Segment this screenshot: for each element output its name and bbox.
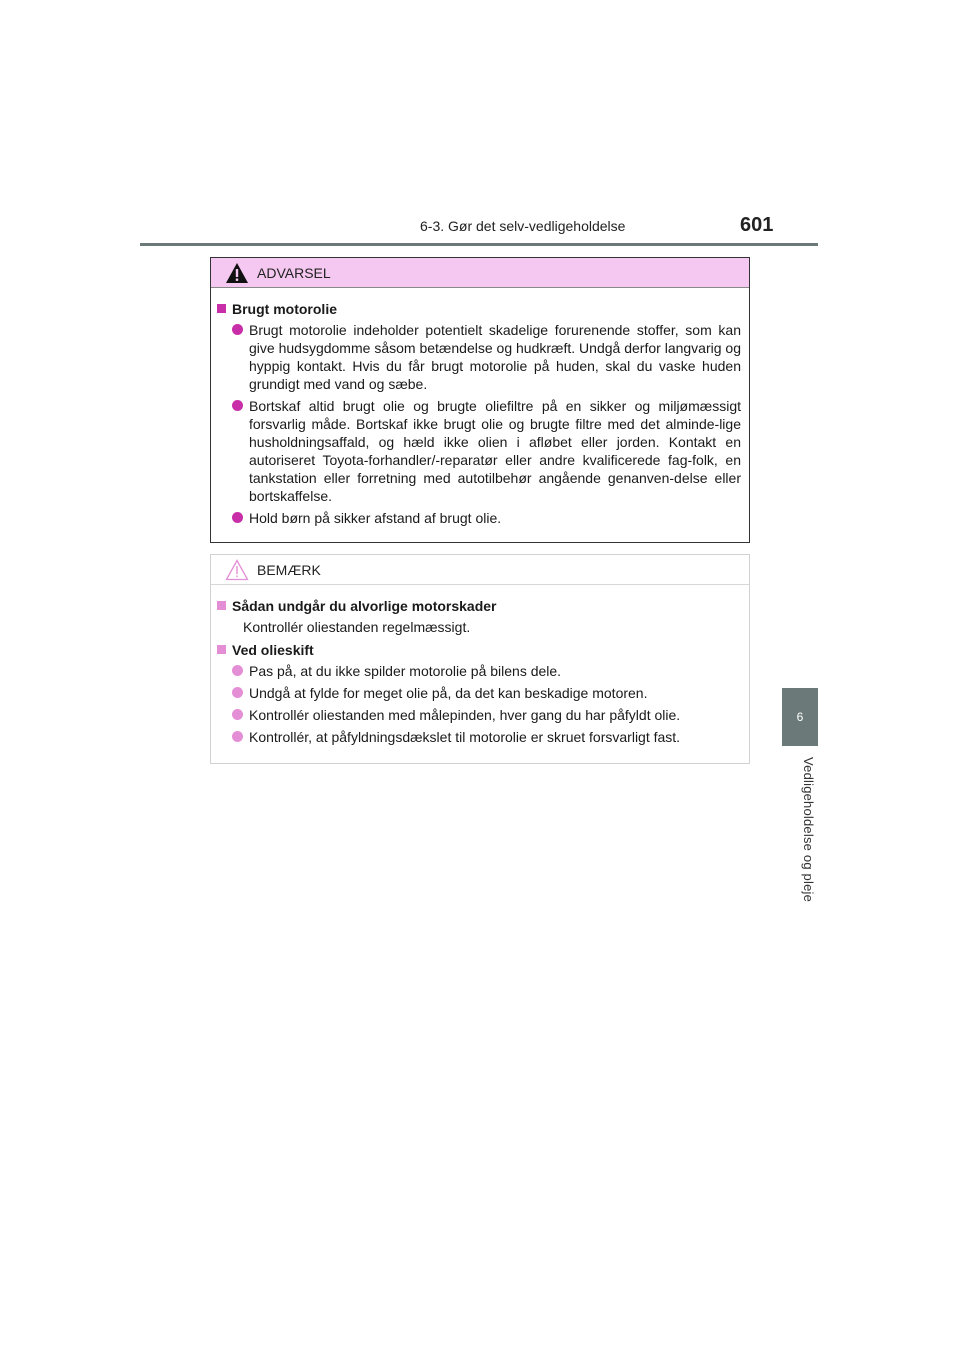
notice-body [211, 585, 749, 746]
notice-section-title-text: Sådan undgår du alvorlige motorskader [232, 598, 497, 614]
list-item [215, 706, 743, 724]
page-number: 601 [740, 214, 774, 236]
square-bullet-icon [217, 601, 226, 610]
list-item-text: Brugt motorolie indeholder potentielt skadelige forurenende stoffer, som kan give hudsygdomme såsom betændelse og hudkræft. Undgå derfor langvarig og hyppig kontakt. Hvis du får brugt motorolie på huden, skal du vaske huden grundigt med vand og sæbe. [249, 322, 741, 392]
warning-title: ADVARSEL [257, 264, 331, 281]
dot-bullet-icon [232, 665, 243, 676]
list-item-text: Kontrollér, at påfyldningsdækslet til motorolie er skruet forsvarligt fast. [249, 729, 681, 745]
notice-section-title [215, 641, 743, 659]
notice-header [211, 555, 749, 585]
section-title: 6-3. Gør det selv-vedligeholdelse [420, 218, 626, 234]
list-item [215, 509, 743, 527]
chapter-tab[interactable] [782, 688, 818, 746]
list-item-text: Bortskaf altid brugt olie og brugte oliefiltre på en sikker og miljømæssigt forsvarlig måde. Bortskaf ikke brugt olie og brugte filtre med det alminde-lige husholdningsaffald, og hæld ikke olien i afløbet eller jorden. Kontakt en autoriseret Toyota-forhandler/-reparatør eller andre kvalificerede fag-folk, en tankstation eller forretning med autotilbehør angående genanven-delse eller bortskaffelse. [249, 398, 741, 504]
notice-box [210, 554, 750, 764]
list-item [215, 397, 743, 505]
square-bullet-icon [217, 304, 226, 313]
list-item [215, 728, 743, 746]
dot-bullet-icon [232, 687, 243, 698]
list-item [215, 321, 743, 393]
dot-bullet-icon [232, 400, 243, 411]
warning-triangle-icon [225, 262, 249, 284]
warning-box [210, 257, 750, 543]
warning-body [211, 288, 749, 527]
list-item [215, 684, 743, 702]
list-item-text: Pas på, at du ikke spilder motorolie på bilens dele. [249, 663, 562, 679]
header-divider [140, 243, 818, 246]
dot-bullet-icon [232, 709, 243, 720]
square-bullet-icon [217, 645, 226, 654]
warning-section-title-text: Brugt motorolie [232, 301, 337, 317]
notice-section-title-text: Ved olieskift [232, 642, 314, 658]
list-item-text: Kontrollér oliestanden med målepinden, hver gang du har påfyldt olie. [249, 707, 681, 723]
list-item-text: Hold børn på sikker afstand af brugt olie. [249, 510, 502, 526]
dot-bullet-icon [232, 512, 243, 523]
list-item [215, 662, 743, 680]
dot-bullet-icon [232, 731, 243, 742]
notice-text: Kontrollér oliestanden regelmæssigt. [243, 619, 471, 635]
chapter-number: 6 [796, 710, 804, 724]
notice-title: BEMÆRK [257, 561, 321, 578]
list-item-text: Undgå at fylde for meget olie på, da det kan beskadige motoren. [249, 685, 648, 701]
notice-section-title [215, 597, 743, 615]
chapter-label: Vedligeholdelse og pleje [801, 757, 816, 903]
warning-header [211, 258, 749, 288]
caution-triangle-outline-icon [225, 559, 249, 581]
dot-bullet-icon [232, 324, 243, 335]
warning-section-title [215, 300, 743, 318]
